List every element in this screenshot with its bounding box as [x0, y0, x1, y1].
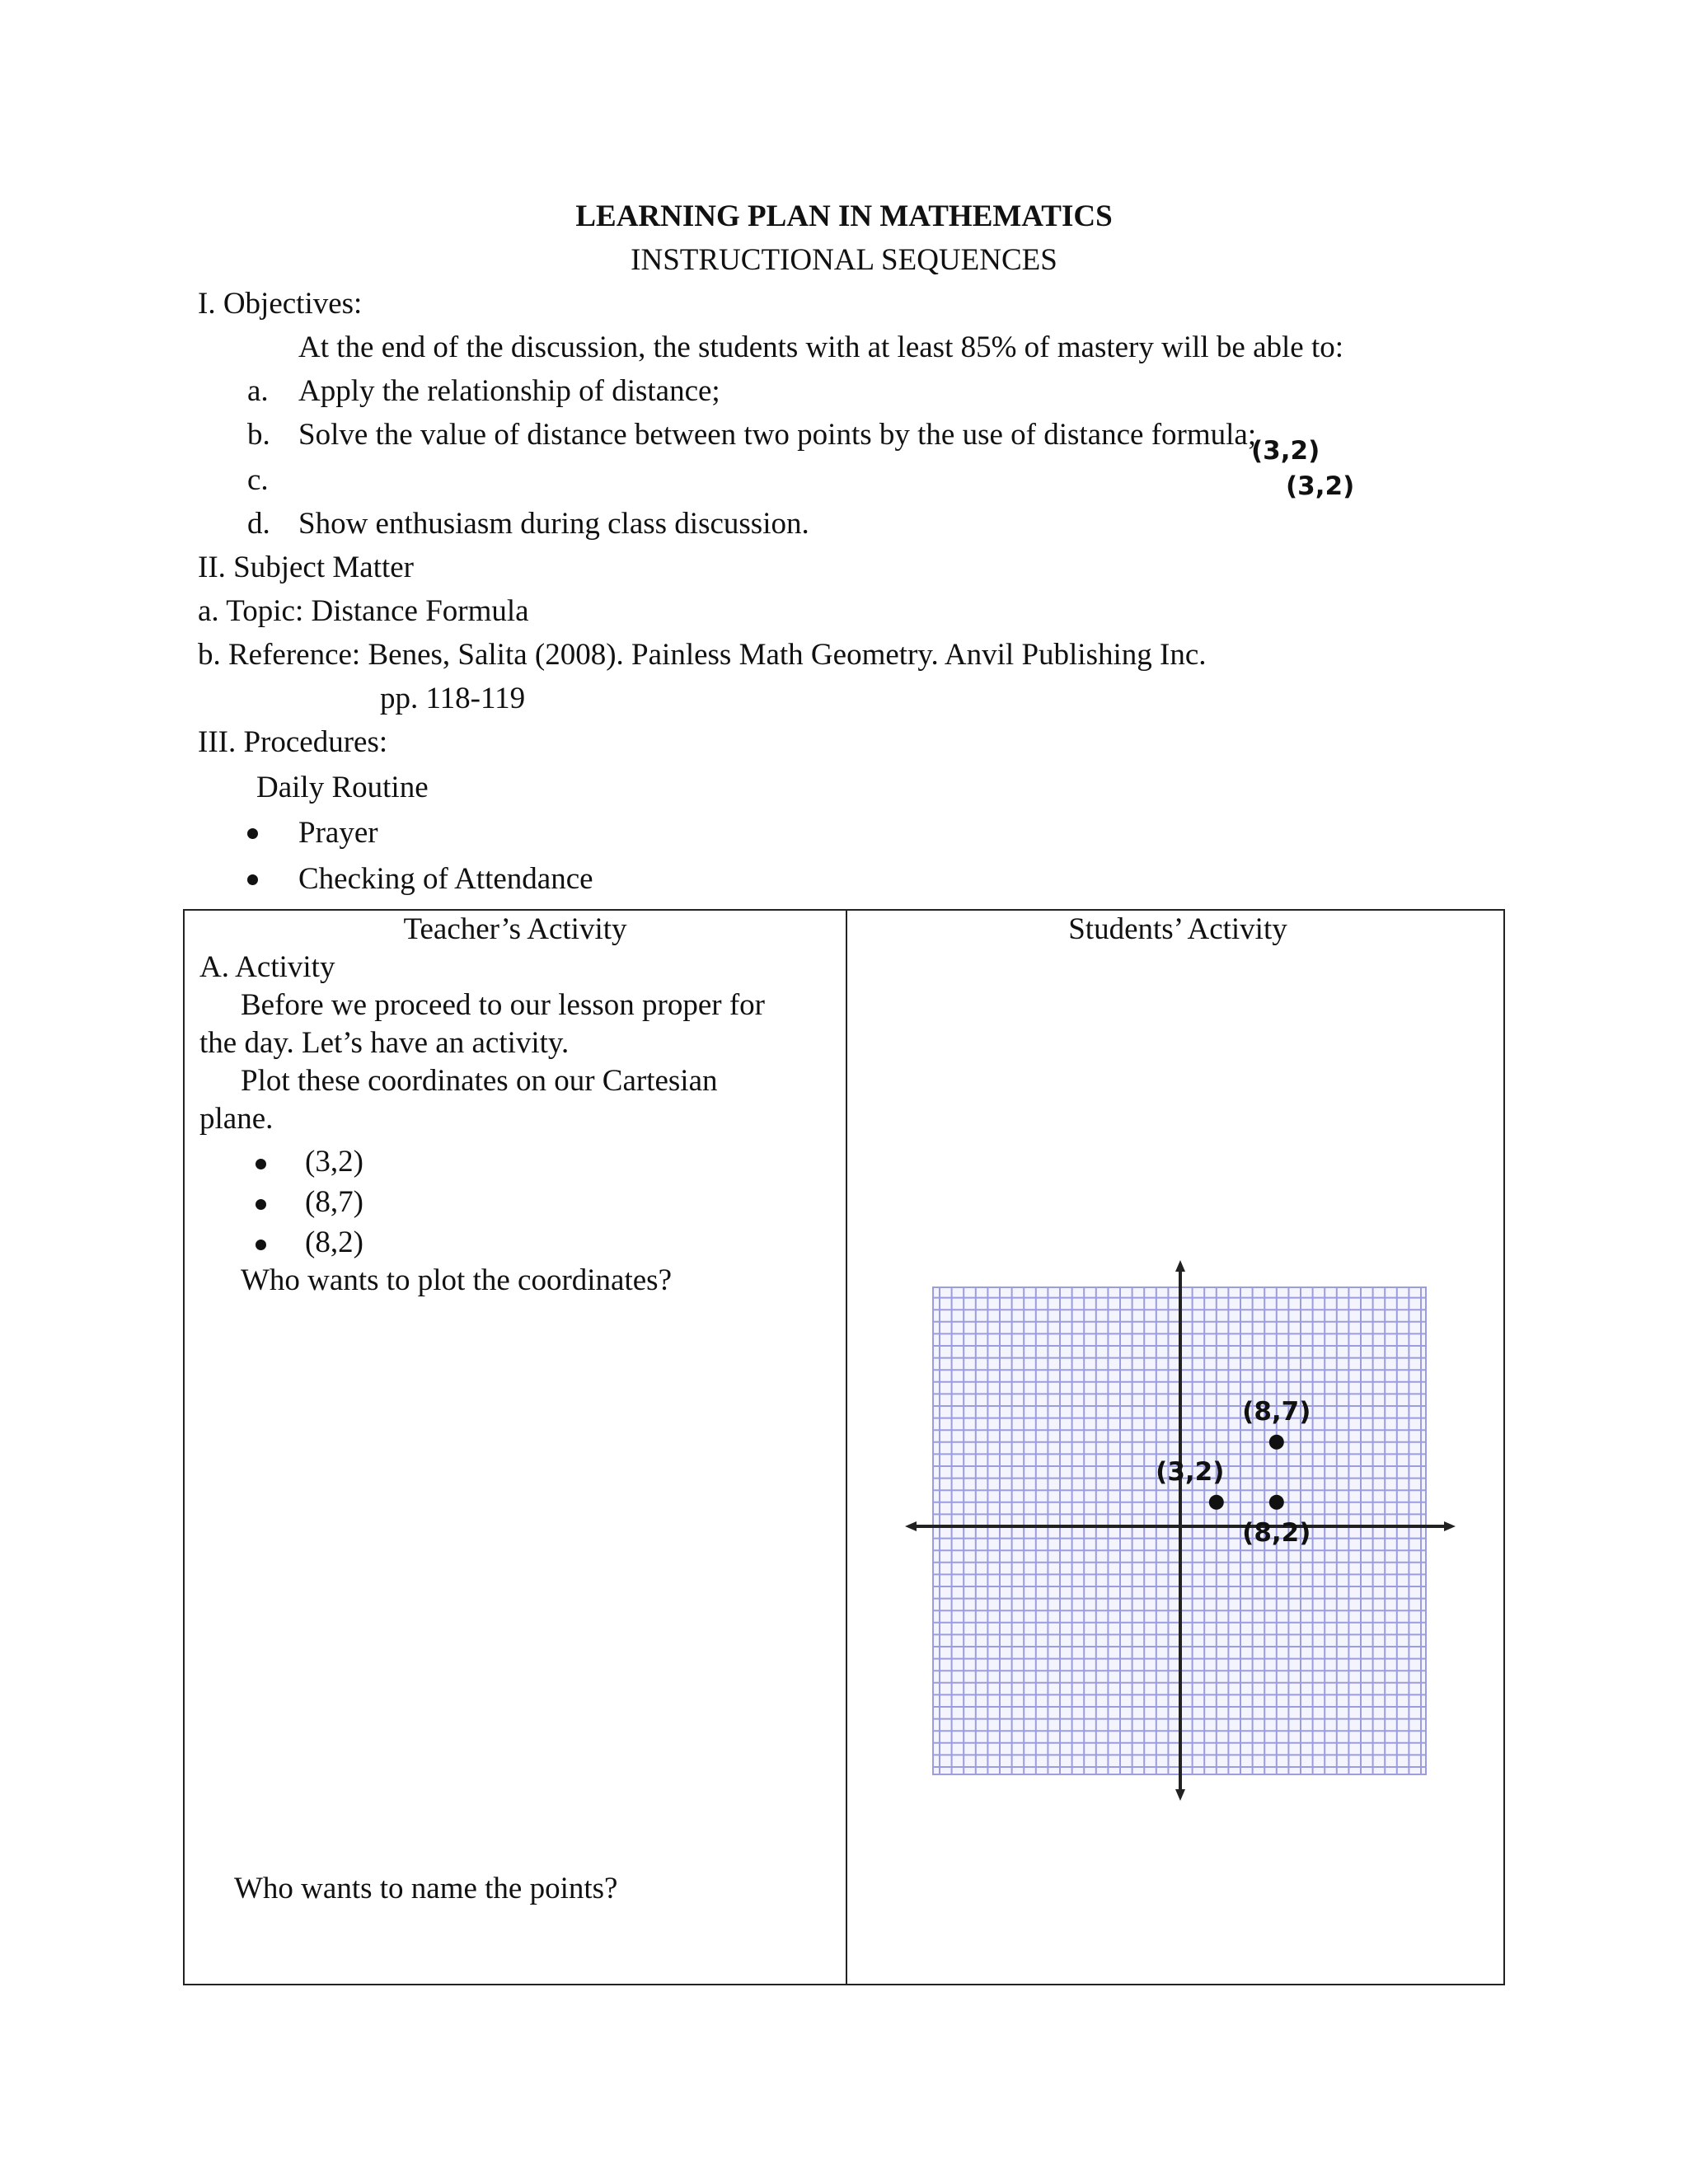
- activity-table: [183, 909, 1505, 1985]
- objective-letter: a.: [247, 374, 269, 408]
- cartesian-plane: [847, 911, 1508, 1982]
- x-axis-left-arrow-icon: [905, 1521, 917, 1531]
- point-label: (8,2): [1242, 1517, 1311, 1548]
- reference-pages: pp. 118-119: [380, 682, 526, 715]
- plotted-point: [1269, 1435, 1284, 1450]
- plotted-point: [1269, 1495, 1284, 1510]
- objective-text: Solve the value of distance between two points by the use of distance formula;: [298, 418, 1257, 452]
- objective-text: Show enthusiasm during class discussion.: [298, 507, 809, 541]
- objective-letter: d.: [247, 507, 270, 541]
- point-label: (3,2): [1156, 1456, 1225, 1487]
- students-activity-cell: [846, 910, 1504, 1985]
- point-label: (8,7): [1242, 1396, 1311, 1427]
- procedures-heading: III. Procedures:: [198, 725, 388, 759]
- plotted-point: [1209, 1495, 1224, 1510]
- activity-paragraph: the day. Let’s have an activity.: [199, 1026, 570, 1060]
- page-title: LEARNING PLAN IN MATHEMATICS: [575, 199, 1113, 233]
- objectives-intro: At the end of the discussion, the students with at least 85% of mastery will be able to:: [298, 330, 1344, 364]
- daily-routine-label: Daily Routine: [256, 771, 429, 804]
- bullet-icon: [256, 1199, 266, 1210]
- stray-point-label: (3,2): [1251, 436, 1320, 466]
- plot-question: Who wants to plot the coordinates?: [241, 1263, 673, 1297]
- topic-line: a. Topic: Distance Formula: [198, 594, 529, 628]
- routine-item: Checking of Attendance: [298, 862, 593, 896]
- bullet-icon: [247, 828, 258, 839]
- teacher-activity-header: Teacher’s Activity: [403, 912, 627, 946]
- routine-item: Prayer: [298, 816, 378, 850]
- teacher-activity-cell: [184, 910, 846, 1985]
- y-axis-down-arrow-icon: [1175, 1789, 1185, 1801]
- page-subtitle: INSTRUCTIONAL SEQUENCES: [631, 243, 1057, 277]
- coordinate-item: (8,7): [305, 1185, 363, 1219]
- objective-letter: c.: [247, 463, 269, 497]
- bullet-icon: [256, 1240, 266, 1250]
- stray-point-label: (3,2): [1286, 471, 1355, 501]
- activity-paragraph: Before we proceed to our lesson proper for: [241, 988, 765, 1022]
- objective-text: Apply the relationship of distance;: [298, 374, 720, 408]
- coordinate-item: (8,2): [305, 1226, 363, 1259]
- coordinate-item: (3,2): [305, 1145, 363, 1179]
- subject-matter-heading: II. Subject Matter: [198, 551, 414, 584]
- bullet-icon: [256, 1159, 266, 1169]
- reference-line: b. Reference: Benes, Salita (2008). Painless Math Geometry. Anvil Publishing Inc.: [198, 638, 1207, 672]
- bullet-icon: [247, 874, 258, 885]
- students-activity-header: Students’ Activity: [1068, 912, 1287, 946]
- name-points-question: Who wants to name the points?: [234, 1872, 618, 1905]
- activity-paragraph: Plot these coordinates on our Cartesian: [241, 1064, 718, 1098]
- y-axis-up-arrow-icon: [1175, 1260, 1185, 1272]
- objective-letter: b.: [247, 418, 270, 452]
- activity-section-label: A. Activity: [199, 950, 335, 984]
- activity-paragraph: plane.: [199, 1102, 274, 1136]
- objectives-heading: I. Objectives:: [198, 287, 363, 321]
- x-axis-right-arrow-icon: [1444, 1521, 1456, 1531]
